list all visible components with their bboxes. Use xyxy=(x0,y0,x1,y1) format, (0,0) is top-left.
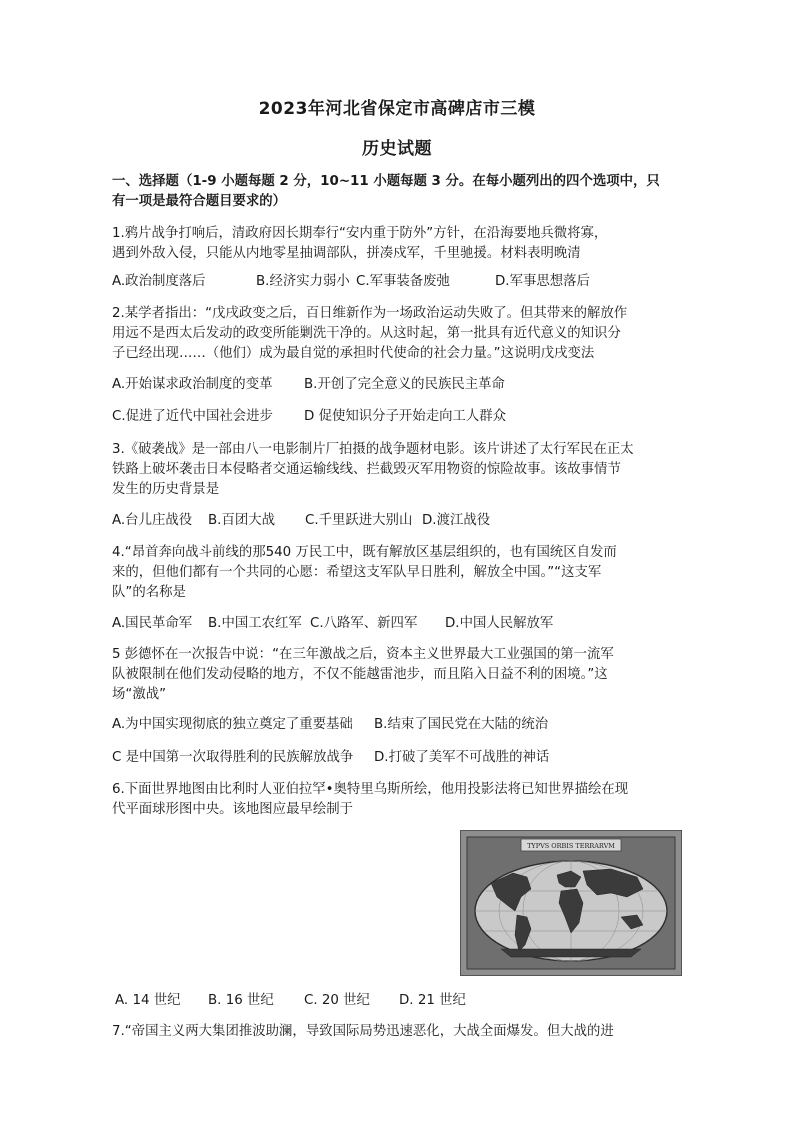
q5-option-a: A.为中国实现彻底的独立奠定了重要基础 xyxy=(112,717,353,732)
q6-option-d: D. 21 世纪 xyxy=(399,993,466,1008)
q4-stem-line2: 来的，但他们都有一个共同的心愿：希望这支军队早日胜利，解放全中国。”“这支军 xyxy=(112,565,602,580)
q7-stem-line1: 7.“帝国主义两大集团推波助澜，导致国际局势迅速恶化，大战全面爆发。但大战的进 xyxy=(112,1024,614,1039)
q3-option-a: A.台儿庄战役 xyxy=(112,513,193,528)
q6-stem-line2: 代平面球形图中央。该地图应最早绘制于 xyxy=(112,802,354,817)
q1-stem-line1: 1.鸦片战争打响后，清政府因长期奉行“安内重于防外”方针，在沿海要地兵微将寡， xyxy=(112,226,608,241)
q2-option-d: D 促使知识分子开始走向工人群众 xyxy=(304,409,507,424)
section-instruction-line1: 一、选择题（1-9 小题每题 2 分，10~11 小题每题 3 分。在每小题列出的四个选项中，只 xyxy=(112,174,660,189)
q4-stem-line3: 队”的名称是 xyxy=(112,585,186,600)
q1-option-d: D.军事思想落后 xyxy=(495,274,590,289)
q3-option-b: B.百团大战 xyxy=(208,513,276,528)
page-subtitle: 历史试题 xyxy=(362,139,432,159)
q4-option-b: B.中国工农红军 xyxy=(208,616,302,631)
q4-option-c: C.八路军、新四军 xyxy=(310,616,418,631)
q6-stem-line1: 6.下面世界地图由比利时人亚伯拉罕•奥特里乌斯所绘，他用投影法将已知世界描绘在现 xyxy=(112,782,629,797)
q2-stem-line3: 子已经出现……（他们）成为最自觉的承担时代使命的社会力量。”这说明戊戌变法 xyxy=(112,346,595,361)
q3-option-d: D.渡江战役 xyxy=(422,513,491,528)
q1-stem-line2: 遇到外敌入侵，只能从内地零星抽调部队，拼凑戍军，千里驰援。材料表明晚清 xyxy=(112,246,581,261)
q2-stem-line1: 2.某学者指出：“戊戌政变之后，百日维新作为一场政治运动失败了。但其带来的解放作 xyxy=(112,306,628,321)
q5-stem-line1: 5 彭德怀在一次报告中说：“在三年激战之后，资本主义世界最大工业强国的第一流军 xyxy=(112,647,614,662)
q3-stem-line2: 铁路上破坏袭击日本侵略者交通运输线线、拦截毁灭军用物资的惊险故事。该故事情节 xyxy=(112,462,621,477)
q2-option-b: B.开创了完全意义的民族民主革命 xyxy=(304,377,505,392)
q6-option-a: A. 14 世纪 xyxy=(115,993,181,1008)
q2-option-a: A.开始谋求政治制度的变革 xyxy=(112,377,273,392)
page-title: 2023年河北省保定市高碑店市三模 xyxy=(258,99,536,119)
q3-stem-line3: 发生的历史背景是 xyxy=(112,482,220,497)
q1-option-a: A.政治制度落后 xyxy=(112,274,206,289)
q4-option-a: A.国民革命军 xyxy=(112,616,193,631)
map-caption-text: TYPVS ORBIS TERRARVM xyxy=(527,842,615,850)
q5-option-d: D.打破了美军不可战胜的神话 xyxy=(374,750,550,765)
q5-stem-line3: 场“激战” xyxy=(112,687,167,702)
q3-stem-line1: 3.《破袭战》是一部由八一电影制片厂拍摄的战争题材电影。该片讲述了太行军民在正太 xyxy=(112,442,634,457)
q1-option-b: B.经济实力弱小 xyxy=(256,274,350,289)
q4-option-d: D.中国人民解放军 xyxy=(445,616,554,631)
section-instruction-line2: 有一项是最符合题目要求的） xyxy=(112,194,287,209)
q3-option-c: C.千里跃进大别山 xyxy=(305,513,413,528)
q5-stem-line2: 队被限制在他们发动侵略的地方，不仅不能越雷池步，而且陷入日益不利的困境。”这 xyxy=(112,667,608,682)
world-map-image xyxy=(460,830,682,976)
q6-option-c: C. 20 世纪 xyxy=(304,993,370,1008)
q1-option-c: C.军事装备废弛 xyxy=(356,274,450,289)
world-map-drawing xyxy=(461,831,681,975)
q5-option-b: B.结束了国民党在大陆的统治 xyxy=(374,717,549,732)
q5-option-c: C 是中国第一次取得胜利的民族解放战争 xyxy=(112,750,354,765)
q6-option-b: B. 16 世纪 xyxy=(208,993,274,1008)
q4-stem-line1: 4.“昂首奔向战斗前线的那540 万民工中，既有解放区基层组织的，也有国统区自发而 xyxy=(112,545,617,560)
q2-option-c: C.促进了近代中国社会进步 xyxy=(112,409,273,424)
q2-stem-line2: 用远不是西太后发动的政变所能剿洗干净的。从这时起，第一批具有近代意义的知识分 xyxy=(112,326,621,341)
